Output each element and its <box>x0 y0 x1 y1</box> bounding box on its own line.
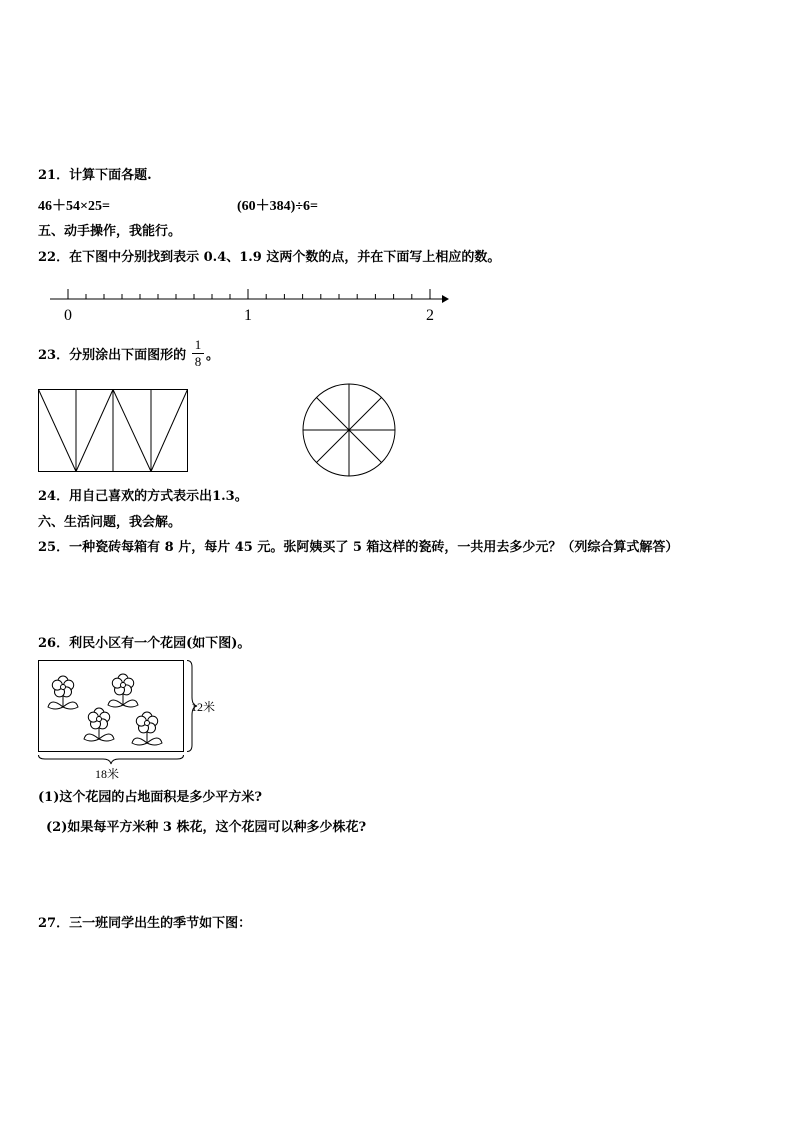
flower-icon <box>108 674 138 707</box>
number-line-arrow <box>442 295 449 303</box>
garden-diagram <box>35 657 235 781</box>
flower-icon <box>132 712 162 745</box>
fraction-denominator: 8 <box>194 354 202 369</box>
q26-sub1: (1)这个花园的占地面积是多少平方米? <box>38 790 262 805</box>
number-line <box>50 285 450 325</box>
q23-title-text: 23．分别涂出下面图形的 <box>38 348 187 363</box>
q23-title-end: 。 <box>206 348 220 363</box>
height-label: 12米 <box>191 700 216 714</box>
number-line-label-2: 2 <box>426 307 434 324</box>
width-label: 18米 <box>95 767 120 781</box>
rectangle-shape <box>38 389 190 473</box>
circle-shape <box>301 382 401 482</box>
q27-title: 27．三一班同学出生的季节如下图： <box>38 916 252 931</box>
number-line-label-0: 0 <box>64 307 72 324</box>
q26-title: 26．利民小区有一个花园(如下图)。 <box>38 636 251 651</box>
fraction-numerator: 1 <box>194 337 202 352</box>
q24-title: 24．用自己喜欢的方式表示出1.3。 <box>38 489 248 504</box>
flower-icon <box>84 708 114 741</box>
q26-sub2: (2)如果每平方米种 3 株花，这个花园可以种多少株花? <box>46 820 367 835</box>
q23-title <box>38 348 186 364</box>
section5-heading: 五、动手操作，我能行。 <box>38 224 182 239</box>
number-line-label-1: 1 <box>244 307 252 324</box>
q21-expr2: (60＋384)÷6= <box>237 199 318 214</box>
q25-title: 25．一种瓷砖每箱有 8 片，每片 45 元。张阿姨买了 5 箱这样的瓷砖，一共用去多少元？（列综合算式解答） <box>38 540 679 555</box>
section6-heading: 六、生活问题，我会解。 <box>38 515 182 530</box>
width-brace <box>39 755 184 764</box>
q21-expr1: 46＋54×25= <box>38 199 110 214</box>
q21-title: 21．计算下面各题. <box>38 168 152 183</box>
q23-fraction <box>192 338 204 369</box>
flower-icon <box>48 676 78 709</box>
q22-title: 22．在下图中分别找到表示 0.4、1.9 这两个数的点，并在下面写上相应的数。 <box>38 250 501 265</box>
